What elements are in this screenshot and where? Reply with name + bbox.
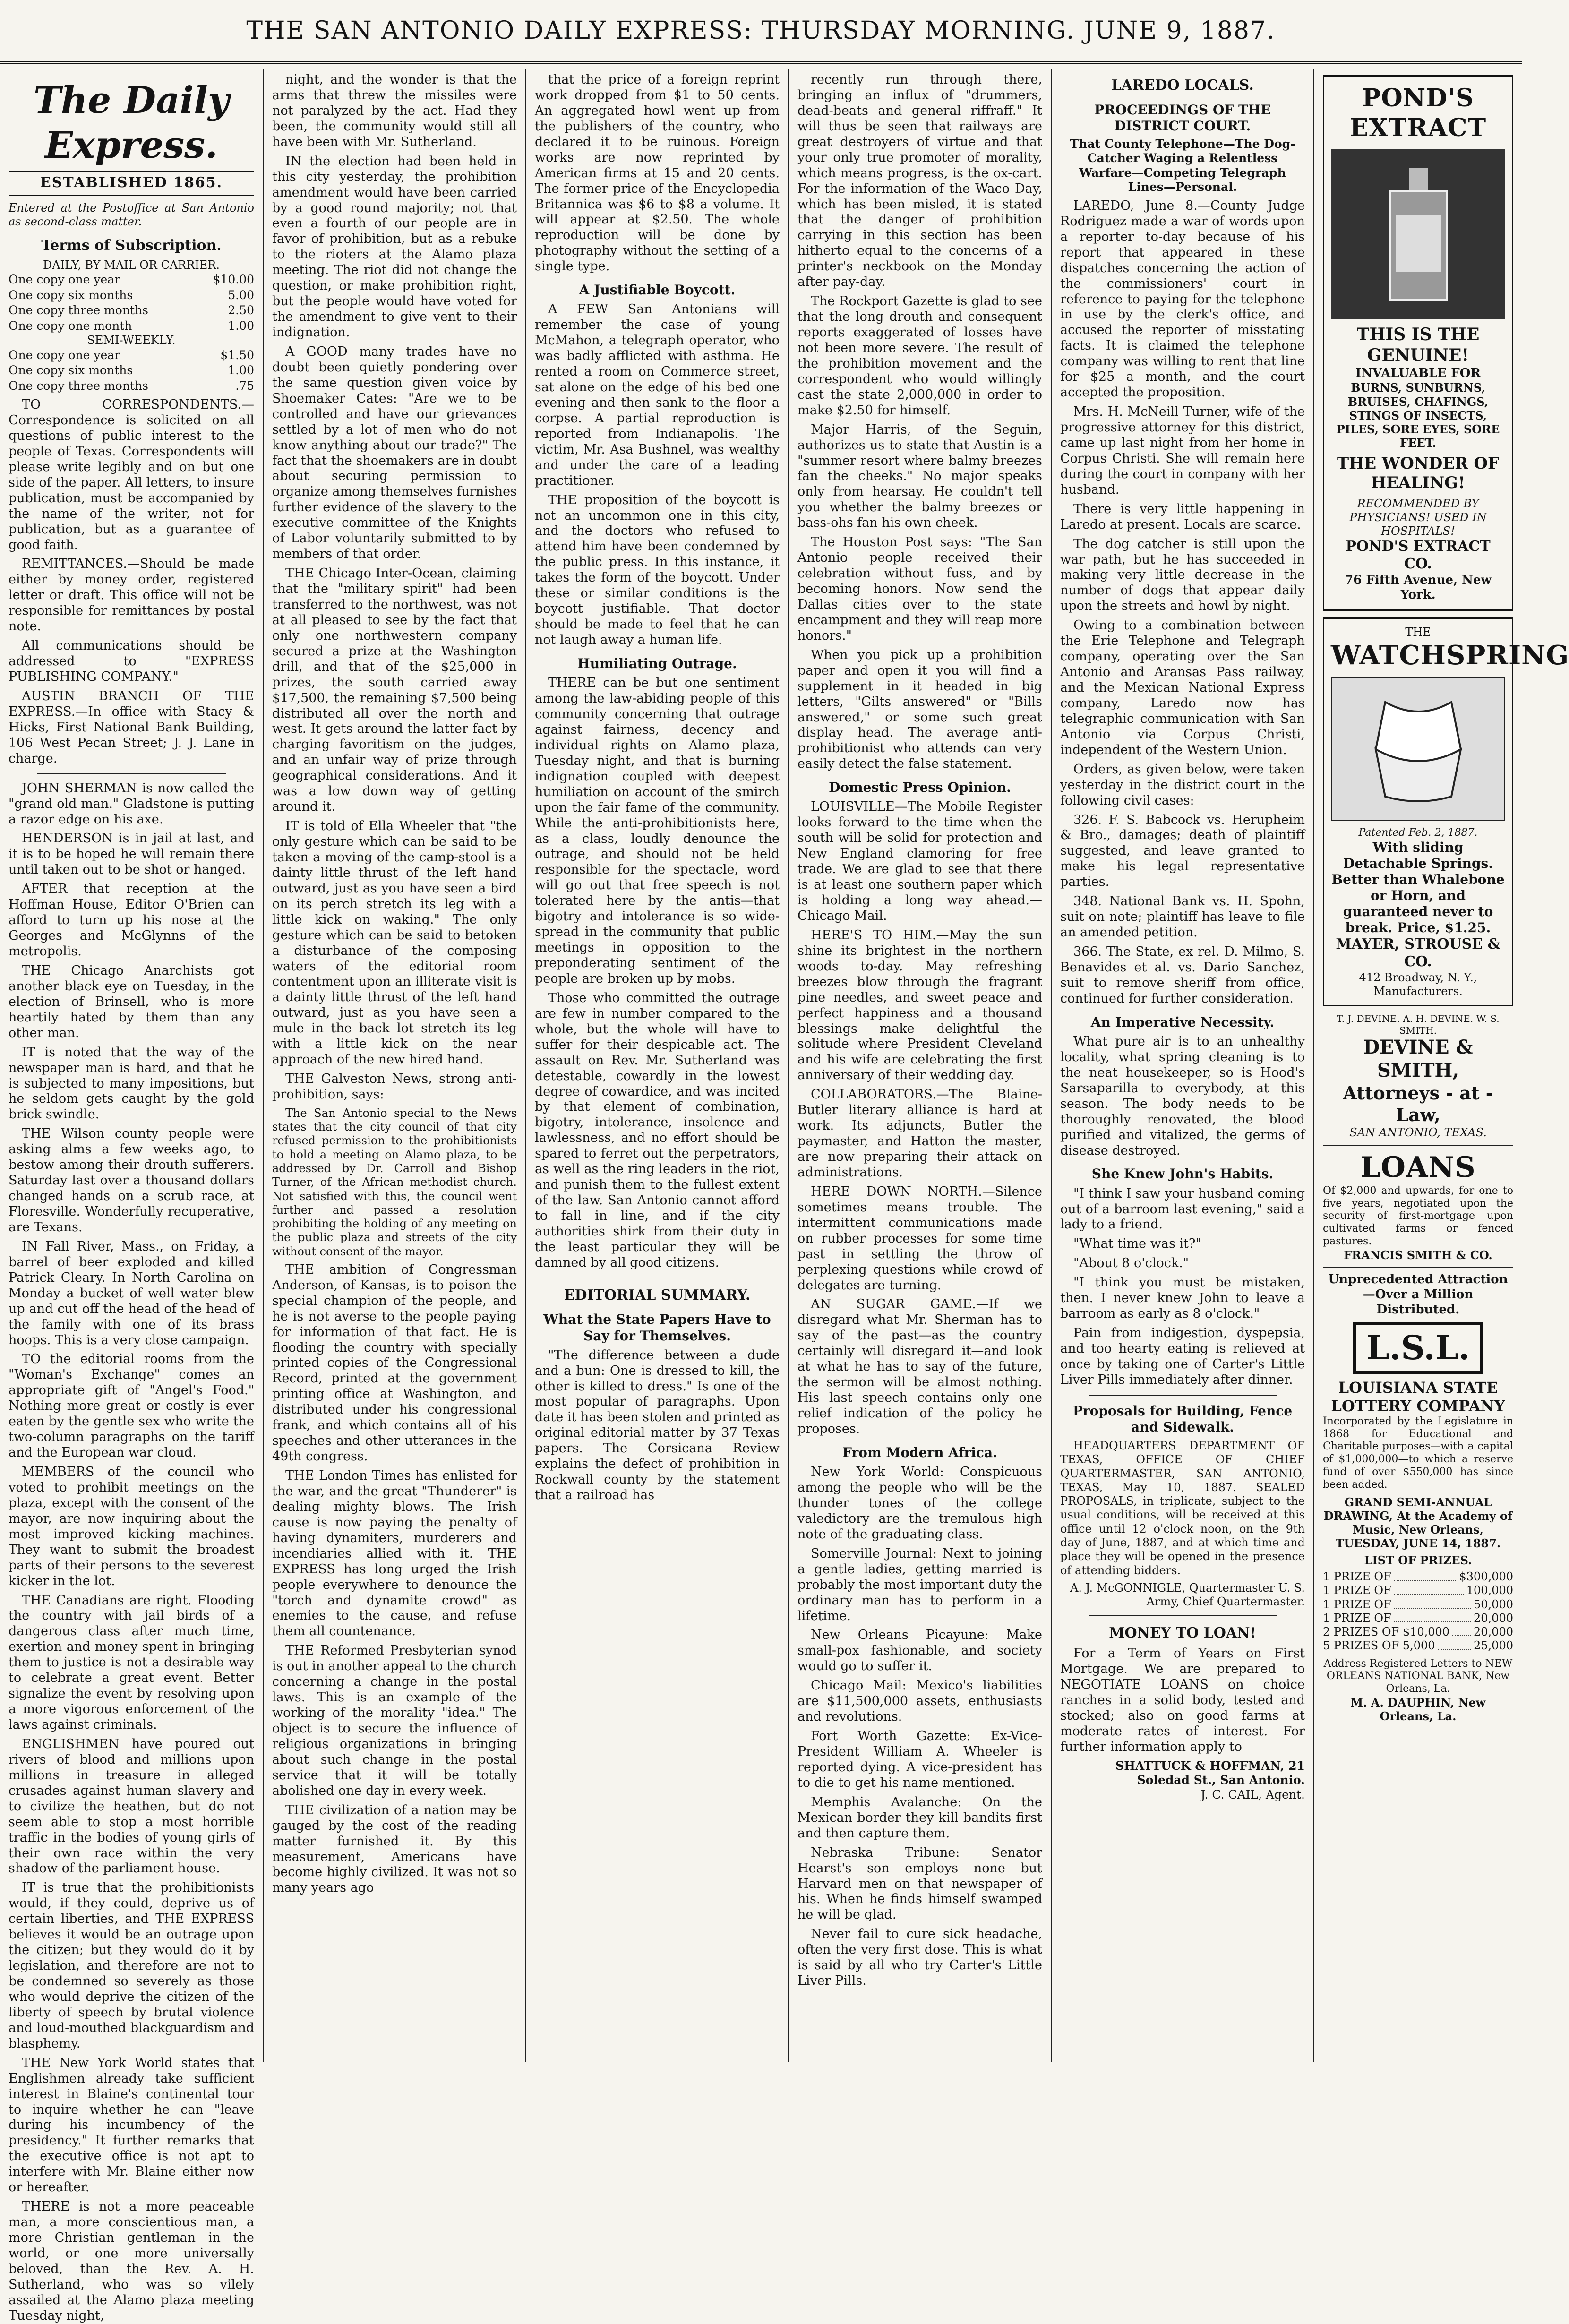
masthead: THE SAN ANTONIO DAILY EXPRESS: THURSDAY MORNING. JUNE 9, 1887.	[0, 0, 1522, 64]
paragraph: When you pick up a prohibition paper and open it you will find a supplement in it headed in big letters, "Gilts answered" or "Bills answered," or some such great display head. The average anti-prohibitionist who attends can very easily detect the false statement.	[797, 647, 1042, 772]
rate-label: One copy three months	[9, 378, 148, 393]
rate-amount: $1.50	[220, 348, 254, 362]
ad-title: POND'S EXTRACT	[1349, 84, 1487, 143]
paragraph: THE London Times has enlisted for the war, and the great "Thunderer" is dealing mighty blows. The Irish cause is now paying the penalty of having dynamiters, murderers and incendiaries allied with it. THE EXPRESS has long urged the Irish people everywhere to denounce the "torch and dynamite crowd" as enemies to the cause, and refuse them all countenance.	[272, 1468, 517, 1639]
daily-rates-header: DAILY, BY MAIL OR CARRIER.	[43, 258, 220, 272]
lottery-ad	[1323, 1272, 1513, 1724]
prize-amount: 20,000	[1474, 1625, 1513, 1639]
prize-label: 1 PRIZE OF	[1323, 1597, 1391, 1611]
paragraph: New York World: Conspicuous among the people who will be the thunder tones of the college valedictory are the tremulous high note of the graduating class.	[797, 1465, 1042, 1542]
column-5	[1051, 69, 1313, 2062]
ad-manager: M. A. DAUPHIN, New Orleans, La.	[1350, 1696, 1486, 1724]
ad-line: Patented Feb. 2, 1887.	[1358, 826, 1478, 839]
paragraph: The dog catcher is still upon the war path, but he has succeeded in making very little decrease in the number of dogs that appear daily upon the streets and howl by night.	[1060, 536, 1305, 614]
prize-amount: 100,000	[1466, 1584, 1513, 1597]
devine-smith-ad	[1323, 1013, 1513, 1140]
paragraph: THERE is not a more peaceable man, a more conscientious man, a more Christian gentleman in the world, or one more universally beloved, than the Rev. A. H. Sutherland, who was so vilely assailed at the Alamo plaza meeting Tuesday night,	[9, 2199, 254, 2323]
rate-row	[9, 318, 254, 334]
prize-amount: $300,000	[1459, 1570, 1513, 1584]
paragraph: AFTER that reception at the Hoffman House, Editor O'Brien can afford to turn up his nose at the Georges and McGlynns of the metropolis.	[9, 882, 254, 959]
paragraph: For a Term of Years on First Mortgage. We are prepared to NEGOTIATE LOANS on choice ranches in a solid body, tested and stocked; also on good farms at moderate rates of interest. For further information apply to	[1060, 1646, 1305, 1754]
rate-amount: $10.00	[213, 273, 254, 287]
rate-amount: 1.00	[228, 318, 254, 333]
paragraph: IT is true that the prohibitionists would, if they could, deprive us of certain liberties, and THE EXPRESS believes it would be an outrage upon the citizen; but they would do it by legislation, and therefore are not to be condemned so severely as those who would deprive the citizen of the liberty of speech by brutal violence and loud-mouthed blackguardism and blasphemy.	[9, 1880, 254, 2051]
ad-address: 412 Broadway, N. Y., Manufacturers.	[1359, 970, 1477, 998]
prize-row	[1323, 1570, 1513, 1584]
daily-rates-table	[9, 272, 254, 334]
rate-row	[9, 348, 254, 363]
rate-row	[9, 378, 254, 394]
column-2	[263, 69, 525, 2062]
paragraph: AUSTIN BRANCH OF THE EXPRESS.—In office with Stacy & Hicks, First National Bank Building, 106 West Pecan Street; J. J. Lane in charge.	[9, 688, 254, 766]
ad-line: T. J. DEVINE. A. H. DEVINE. W. S. SMITH.	[1337, 1013, 1500, 1036]
prize-label: 1 PRIZE OF	[1323, 1584, 1391, 1597]
paragraph: ENGLISHMEN have poured out rivers of blood and millions upon millions in treasure in alleged crusades against human slavery and to civilize the heathen, but do not seem able to stop a most horrible traffic in the bodies of young girls of their own race within the very shadow of the parliament house.	[9, 1736, 254, 1876]
paragraph: The Houston Post says: "The San Antonio people received their celebration without fuss, and by becoming honors. Now send the Dallas cities over to the state encampment and they will reap more honors."	[797, 535, 1042, 643]
leader-dots	[1438, 1639, 1471, 1650]
paragraph: THE proposition of the boycott is not an uncommon one in this city, and the doctors who refused to attend him have been condemned by the public press. In this instance, it takes the form of the boycott. Under these or similar conditions is the boycott justifiable. That doctor should be made to feel that he can not laugh away a human life.	[535, 492, 780, 648]
ad-line: INVALUABLE FOR	[1355, 366, 1481, 380]
prize-row	[1323, 1639, 1513, 1653]
paragraph: THERE can be but one sentiment among the law-abiding people of this community concerning that outrage against fairness, decency and individual rights on Alamo plaza, Tuesday night, and that is burning indignation coupled with deepest humiliation on account of the smirch upon the fair fame of the community. While the anti-prohibitionists here, as a class, loudly denounce the outrage, and should not be held responsible for the spectacle, word will go out that free speech is not tolerated here by the antis—that bigotry and intolerance is so wide-spread in the community that public meetings in opposition to the preponderating sentiment of the people are broken up by mobs.	[535, 676, 780, 986]
paragraph: "About 8 o'clock."	[1073, 1256, 1189, 1271]
paragraph: IN Fall River, Mass., on Friday, a barrel of beer exploded and killed Patrick Cleary. In North Carolina on Monday a bucket of well water blew up and cut off the head of the head of the family with one of its brass hoops. This is a very close campaign.	[9, 1239, 254, 1347]
paragraph: LOUISVILLE—The Mobile Register looks forward to the time when the south will be solid for protection and New England clamoring for free trade. We are glad to see that there is at least one southern paper which is holding a long way ahead.—Chicago Mail.	[797, 799, 1042, 923]
paragraph: New Orleans Picayune: Make small-pox fashionable, and society would go to suffer it.	[797, 1628, 1042, 1674]
divider	[1323, 1145, 1513, 1146]
rate-label: One copy one month	[9, 318, 132, 333]
paragraph: IT is told of Ella Wheeler that "the only gesture which can be said to be taken a moving of the camp-stool is a dainty little thrust of the left hand outward, just as you have seen a bird on its perch stretch its leg with a little kick on waking." The only gesture which can be said to betoken a disturbance of the composing waters of the editorial room contentment upon an illiterate visit is a dainty little thrust of the left hand outward, just as you have seen a mule in the back lot stretch its leg with a little kick on the near approach of the new hired hand.	[272, 819, 517, 1067]
paragraph: Memphis Avalanche: On the Mexican border they kill bandits first and then capture them.	[797, 1794, 1042, 1841]
prize-label: 2 PRIZES OF $10,000	[1323, 1625, 1450, 1639]
rate-row	[9, 363, 254, 378]
divider	[37, 773, 226, 774]
ad-line: With sliding Detachable Springs. Better than Whalebone or Horn, and guaranteed never to break. Price, $1.25.	[1331, 839, 1505, 936]
prize-amount: 50,000	[1474, 1597, 1513, 1611]
paragraph: "What time was it?"	[1073, 1236, 1201, 1252]
ad-address: Address Registered Letters to NEW ORLEANS NATIONAL BANK, New Orleans, La.	[1323, 1657, 1513, 1695]
ad-line: LIST OF PRIZES.	[1364, 1553, 1472, 1567]
paragraph: JOHN SHERMAN is now called the "grand old man." Gladstone is putting a razor edge on his axe.	[9, 780, 254, 827]
paragraph: THE Reformed Presbyterian synod is out in another appeal to the church concerning a change in the postal laws. This is an example of the working of the morality "idea." The object is to secure the influence of religious organizations in bringing about such change in the postal service that it will be totally abolished one day in every week.	[272, 1643, 517, 1798]
prize-row	[1323, 1584, 1513, 1597]
section-heading: LAREDO LOCALS.	[1111, 77, 1254, 94]
column-1	[0, 69, 263, 2323]
paragraph: 366. The State, ex rel. D. Milmo, S. Benavides et al. vs. Dario Sanchez, suit to remove sheriff from office, continued for further consideration.	[1060, 944, 1305, 1006]
prize-row	[1323, 1598, 1513, 1612]
paragraph: night, and the wonder is that the arms that threw the missiles were not paralyzed by the act. Had they been, the community would still all have been with Mr. Sutherland.	[272, 72, 517, 149]
article-heading: She Knew John's Habits.	[1091, 1166, 1274, 1182]
ad-line: BURNS, SUNBURNS, BRUISES, CHAFINGS, STINGS OF INSECTS, PILES, SORE EYES, SORE FEET.	[1336, 381, 1500, 450]
paragraph: Nebraska Tribune: Senator Hearst's son employs none but Harvard men on that newspaper of his. When he finds himself swamped he will be glad.	[797, 1845, 1042, 1922]
leader-dots	[1394, 1584, 1464, 1595]
paragraph: THE Galveston News, strong anti-prohibition, says:	[272, 1072, 517, 1102]
paragraph: AN SUGAR GAME.—If we disregard what Mr. Sherman has to say of the past—as the country certainly will disregard it—and look at what he has to say of the future, the sermon will be almost nothing. His last speech contains only one relief indication of the policy he proposes.	[797, 1297, 1042, 1436]
paragraph: TO the editorial rooms from the "Woman's Exchange" comes an appropriate gift of "Angel's Food." Nothing more great or costly is ever eaten by the gentle sex who write the two-column paragraphs on the tariff and the European war cloud.	[9, 1352, 254, 1460]
paragraph: Mrs. H. McNeill Turner, wife of the progressive attorney for this district, came up last night from her home in Corpus Christi. She will remain here during the court in company with her husband.	[1060, 404, 1305, 497]
rate-label: One copy three months	[9, 303, 148, 317]
paragraph: A GOOD many trades have no doubt been quietly pondering over the same question given voice by Shoemaker Cates: "Are we to be controlled and have our grievances settled by a lot of men who do not know anything about our trade?" The fact that the shoemakers are in doubt about securing permission to organize among themselves furnishes further evidence of the slavery to the executive committee of the Knights of Labor voluntarily submitted to by members of that order.	[272, 344, 517, 562]
prize-row	[1323, 1625, 1513, 1639]
paragraph: LAREDO, June 8.—County Judge Rodriguez made a war of words upon a reporter to-day because of his report that appeared in these dispatches concerning the action of the commissioners' court in reference to paying for the telephone in use by the clerk's office, and accused the reporter of misstating facts. It is claimed the telephone company was willing to rent that line for $25 a month, and the court accepted the proposition.	[1060, 198, 1305, 400]
ad-line: THIS IS THE GENUINE!	[1356, 324, 1480, 365]
ponds-extract-ad	[1323, 75, 1513, 611]
paragraph: Owing to a combination between the Erie Telephone and Telegraph company, operating over the San Antonio and Aransas Pass railway, and the Mexican National Express company, Laredo now has telegraphic communication with San Antonio via Corpus Christi, independent of the Western Union.	[1060, 618, 1305, 757]
paragraph: THE Canadians are right. Flooding the country with jail birds of a dangerous class after much time, exertion and money spent in bringing them to justice is not a desirable way to celebrate a great event. Better signalize the event by resolving upon a more vigorous enforcement of the laws against criminals.	[9, 1593, 254, 1732]
rate-amount: 2.50	[228, 303, 254, 317]
prize-amount: 20,000	[1474, 1611, 1513, 1625]
paragraph: "I think you must be mistaken, then. I never knew John to leave a barroom as early as 8 o'clock."	[1060, 1275, 1305, 1321]
ad-company: MAYER, STROUSE & CO.	[1336, 936, 1500, 970]
paragraph: Pain from indigestion, dyspepsia, and too hearty eating is relieved at once by taking one of Carter's Little Liver Pills immediately after dinner.	[1060, 1326, 1305, 1387]
ad-line: SAN ANTONIO, TEXAS.	[1349, 1126, 1487, 1140]
newspaper-flag: The Daily Express.	[33, 79, 230, 167]
paragraph: REMITTANCES.—Should be made either by money order, registered letter or draft. This office will not be responsible for remittances by postal note.	[9, 557, 254, 634]
rate-row	[9, 288, 254, 303]
lsl-logo: L.S.L.	[1353, 1322, 1483, 1373]
paragraph: HENDERSON is in jail at last, and it is to be hoped he will remain there until taken out to be shot or hanged.	[9, 831, 254, 877]
column-6-ads	[1313, 69, 1569, 2062]
watchspring-ad	[1323, 617, 1569, 1006]
ad-heading: Proposals for Building, Fence and Sidewalk.	[1072, 1403, 1293, 1435]
signature: A. J. McGONNIGLE, Quartermaster U. S. Army, Chief Quartermaster.	[1070, 1581, 1305, 1609]
paragraph: Chicago Mail: Mexico's liabilities are $11,500,000 assets, enthusiasts and revolutions.	[797, 1678, 1042, 1724]
paragraph: THE civilization of a nation may be gauged by the cost of the reading matter furnished it. By this measurement, Americans have become highly civilized. It was not so many years ago	[272, 1802, 517, 1895]
section-subheading: PROCEEDINGS OF THE DISTRICT COURT.	[1094, 102, 1271, 134]
column-4	[788, 69, 1051, 2062]
divider	[1089, 1615, 1277, 1616]
postoffice-notice: Entered at the Postoffice at San Antonio as second-class matter.	[9, 201, 254, 229]
paragraph: Never fail to cure sick headache, often the very first dose. This is what is said by all who try Carter's Little Liver Pills.	[797, 1927, 1042, 1989]
paragraph: TO CORRESPONDENTS.—Correspondence is solicited on all questions of public interest to the people of Texas. Correspondents will please write legibly and on but one side of the paper. All letters, to insure publication, must be accompanied by the name of the writer, not for publication, but as a guarantee of good faith.	[9, 397, 254, 552]
paragraph: 326. F. S. Babcock vs. Herupheim & Bro., damages; death of plaintiff suggested, and leave granted to make his legal representative parties.	[1060, 812, 1305, 890]
paragraph: THE Wilson county people were asking alms a few weeks ago, to bestow among their drouth sufferers. Saturday last over a thousand dollars changed hands on a scrub race, at Floresville. Wonderfully recuperative, are Texans.	[9, 1126, 254, 1235]
prize-label: 5 PRIZES OF 5,000	[1323, 1639, 1435, 1653]
paragraph: The Rockport Gazette is glad to see that the long drouth and consequent reports exaggerated of losses have not been more severe. The result of the prohibition movement and the correspondent who would willingly cast the state 2,000,000 in order to make $2.50 for himself.	[797, 294, 1042, 418]
leader-dots	[1394, 1570, 1457, 1581]
paragraph: 348. National Bank vs. H. Spohn, suit on note; plaintiff has leave to file an amended petition.	[1060, 894, 1305, 940]
rate-amount: 1.00	[228, 363, 254, 377]
ad-address: 76 Fifth Avenue, New York.	[1345, 573, 1492, 602]
section-heading: From Modern Africa.	[842, 1444, 997, 1460]
rate-label: One copy six months	[9, 288, 133, 302]
ad-title: DEVINE & SMITH,	[1363, 1036, 1473, 1081]
signature: SHATTUCK & HOFFMAN, 21 Soledad St., San Antonio.	[1115, 1758, 1305, 1787]
paragraph: THE New York World states that Englishmen already take sufficient interest in Blaine's continental tour to inquire whether he can "leave during his incumbency of the presidency." It further remarks that the executive office is not apt to interfere with Mr. Blaine either now or hereafter.	[9, 2055, 254, 2195]
paragraph: Those who committed the outrage are few in number compared to the whole, but the whole will have to suffer for their despicable act. The assault on Rev. Mr. Sutherland was detestable, cowardly in the lowest degree of cowardice, and was incited by that element of combination, bigotry, intolerance, insolence and lawlessness, and no effort should be spared to ferret out the perpetrators, as well as the ring leaders in the riot, and punish them to the fullest extent of the law. San Antonio cannot afford to fall in line, and if the city authorities shirk from their duty in the least particular they will be damned by all good citizens.	[535, 990, 780, 1270]
leader-dots	[1394, 1612, 1471, 1622]
paragraph: HERE DOWN NORTH.—Silence sometimes means trouble. The intermittent communications made on rubber processes for some time past in settling the throw of perplexing questions while crowd of delegates are turning.	[797, 1184, 1042, 1293]
paragraph: MEMBERS of the council who voted to prohibit meetings on the plaza, except with the consent of the mayor, are now inquiring about the most improved kicking machines. They want to submit the broadest parts of their persons to the severest kicker in the lot.	[9, 1465, 254, 1588]
leader-dots	[1394, 1598, 1471, 1609]
article-heading: An Imperative Necessity.	[1090, 1014, 1275, 1030]
semi-rates-table	[9, 348, 254, 394]
corset-icon	[1357, 693, 1480, 806]
paragraph: HEADQUARTERS DEPARTMENT OF TEXAS, OFFICE OF CHIEF QUARTERMASTER, SAN ANTONIO, TEXAS, May 10, 1887. SEALED PROPOSALS, in triplicate, subject to the usual conditions, will be received at this office until 12 o'clock noon, on the 9th day of June, 1887, and at which time and place they will be opened in the presence of attending bidders.	[1060, 1439, 1305, 1577]
article-heading: A Justifiable Boycott.	[579, 282, 736, 298]
ad-line: GRAND SEMI-ANNUAL DRAWING, At the Academy of Music, New Orleans, TUESDAY, JUNE 14, 1887.	[1323, 1495, 1513, 1551]
terms-title: Terms of Subscription.	[41, 237, 222, 254]
section-heading: EDITORIAL SUMMARY.	[564, 1286, 751, 1303]
paragraph: THE ambition of Congressman Anderson, of Kansas, is to poison the special champion of the people, and he is not averse to the people paying for information of that fact. He is flooding the country with specially printed copies of the Congressional Record, printed at the government printing office at Washington, and distributed under his congressional frank, and which contains all of his speeches and other utterances in the 49th congress.	[272, 1262, 517, 1464]
paragraph: HERE'S TO HIM.—May the sun shine its brightest in the northern woods to-day. May refreshing breezes blow through the fragrant pine needles, and sweet peace and perfect happiness and a thousand blessings make delightful the solitude where President Cleveland and his wife are celebrating the first anniversary of their wedding day.	[797, 927, 1042, 1083]
leader-dots	[1452, 1625, 1471, 1636]
bottle-icon	[1380, 163, 1456, 305]
paragraph: All communications should be addressed to "EXPRESS PUBLISHING COMPANY."	[9, 638, 254, 684]
paragraph: IT is noted that the way of the newspaper man is hard, and that he is subjected to many impositions, but he seldom gets caught by the gold brick swindle.	[9, 1045, 254, 1122]
prize-label: 1 PRIZE OF	[1323, 1570, 1391, 1584]
ad-line: Incorporated by the Legislature in 1868 for Educational and Charitable purposes—with a capital of $1,000,000—to which a reserve fund of over $550,000 has since been added.	[1323, 1415, 1513, 1491]
ad-line: Of $2,000 and upwards, for one to five years, negotiated upon the security of first-mortgage upon cultivated farms or fenced pastures.	[1323, 1184, 1513, 1248]
established-line: ESTABLISHED 1865.	[9, 171, 254, 196]
paragraph: Major Harris, of the Seguin, authorizes us to state that Austin is a "summer resort where balmy breezes fan the cheeks." No major speaks only from hearsay. He couldn't tell you whether the balmy breezes or bass-ohs fan his own cheek.	[797, 422, 1042, 531]
paragraph: "The difference between a dude and a bun: One is dressed to kill, the other is killed to dress." Is one of the most popular of paragraphs. Upon date it has been stolen and printed as original editorial matter by 37 Texas papers. The Corsicana Review explains the defect of prohibition in Rockwall county by the statement that a railroad has	[535, 1347, 780, 1503]
paragraph: Somerville Journal: Next to joining a gentle ladies, getting married is probably the most important duty the ordinary man has to perform in a lifetime.	[797, 1546, 1042, 1623]
bottle-illustration	[1331, 149, 1505, 319]
paragraph: THE Chicago Anarchists got another black eye on Tuesday, in the election of Brinsell, who is more heartily hated by them than any other man.	[9, 963, 254, 1040]
divider	[1089, 1395, 1277, 1396]
paragraph: "I think I saw your husband coming out of a barroom last evening," said a lady to a friend.	[1060, 1186, 1305, 1232]
ad-line: THE	[1405, 626, 1431, 639]
paragraph: IN the election had been held in this city yesterday, the prohibition amendment would have been carried by a good round majority; not that even a fourth of our people are in favor of prohibition, but as a rebuke to the rioters at the Alamo plaza meeting. The riot did not change the question, or make prohibition right, but the people would have voted for the amendment to give vent to their indignation.	[272, 154, 517, 340]
paragraph: recently run through there, bringing an influx of "drummers, dead-beats and general riffraff." It will thus be seen that railways are great destroyers of virtue and that your only true promoter of morality, which means progress, is the ox-cart. For the information of the Waco Day, which has been misled, it is stated that the danger of prohibition carrying in this section has been hitherto equal to the concerns of a printer's neckbook on the Monday after pay-day.	[797, 72, 1042, 290]
rate-label: One copy one year	[9, 273, 120, 287]
ad-title: LOUISIANA STATE LOTTERY COMPANY	[1331, 1378, 1505, 1415]
paragraph: COLLABORATORS.—The Blaine-Butler literary alliance is hard at work. Its adjuncts, Butler the paymaster, and Hatton the master, are now preparing their attack on administrations.	[797, 1087, 1042, 1180]
ad-company: FRANCIS SMITH & CO.	[1344, 1248, 1492, 1262]
section-subheading: What the State Papers Have to Say for Themselves.	[543, 1312, 771, 1344]
signature: J. C. CAIL, Agent.	[1200, 1787, 1305, 1801]
ad-company: POND'S EXTRACT CO.	[1346, 538, 1491, 573]
rate-row	[9, 303, 254, 318]
ad-line: RECOMMENDED BY PHYSICIANS! USED IN HOSPITALS!	[1349, 497, 1487, 538]
ad-line: Unprecedented Attraction—Over a Million Distributed.	[1328, 1272, 1508, 1317]
rate-label: One copy six months	[9, 363, 133, 377]
semi-rates-header: SEMI-WEEKLY.	[87, 334, 176, 347]
prize-row	[1323, 1612, 1513, 1625]
paragraph: There is very little happening in Laredo at present. Locals are scarce.	[1060, 501, 1305, 532]
loans-ad	[1323, 1150, 1513, 1262]
corset-illustration	[1331, 677, 1505, 821]
ad-line: Attorneys - at - Law,	[1343, 1082, 1493, 1125]
article-deck: That County Telephone—The Dog-Catcher Waging a Relentless Warfare—Competing Telegraph Lines—Personal.	[1070, 137, 1295, 194]
ad-line: THE WONDER OF HEALING!	[1337, 454, 1500, 493]
article-heading: Humiliating Outrage.	[577, 655, 737, 671]
quoted-paragraph: The San Antonio special to the News states that the city council of that city refused permission to the prohibitionists to hold a meeting on Alamo plaza, to be addressed by Dr. Carroll and Bishop Turner, of the African methodist church. Not satisfied with this, the council went further and passed a resolution prohibiting the holding of any meeting on the public plaza and streets of the city without consent of the mayor.	[272, 1106, 517, 1258]
section-heading: Domestic Press Opinion.	[829, 780, 1011, 796]
paragraph: A FEW San Antonians will remember the case of young McMahon, a telegraph operator, who was badly afflicted with asthma. He rented a room on Commerce street, sat alone on the edge of his bed one evening and then sank to the floor a corpse. A partial reproduction is reported from Indianapolis. The victim, Mr. Asa Bushnel, was wealthy and under the care of a leading practitioner.	[535, 302, 780, 488]
paragraph: THE Chicago Inter-Ocean, claiming that the "military spirit" had been transferred to the northwest, was not at all pleased to see by the fact that only one northwestern company secured a prize at the Washington drill, and that of the $25,000 in prizes, the south carried away $17,500, the remaining $7,500 being distributed all over the north and west. It gets around the latter fact by charging favoritism on the judges, and an unfair way of prize through geographical considerations. And it was a low down way of getting around it.	[272, 566, 517, 815]
ad-heading: MONEY TO LOAN!	[1109, 1625, 1256, 1642]
paragraph: that the price of a foreign reprint work dropped from $1 to 50 cents. An aggregated howl went up from the publishers of the country, who declared it to be ruinous. Foreign works are now reprinted by American firms at 15 and 20 cents. The former price of the Encyclopedia Britannica was $6 to $8 a volume. It will appear at $2.50. The whole reproduction will be done by photography without the setting of a single type.	[535, 72, 780, 274]
ad-title: LOANS	[1360, 1150, 1476, 1184]
divider	[1323, 1267, 1513, 1268]
ad-title: WATCHSPRING	[1331, 640, 1569, 671]
rate-label: One copy one year	[9, 348, 120, 362]
rate-amount: 5.00	[228, 288, 254, 302]
prize-amount: 25,000	[1474, 1639, 1513, 1653]
rate-row	[9, 272, 254, 288]
rate-amount: .75	[235, 378, 254, 393]
paragraph: Orders, as given below, were taken yesterday in the district court in the following civil cases:	[1060, 762, 1305, 808]
paragraph: What pure air is to an unhealthy locality, what spring cleaning is to the neat housekeeper, so is Hood's Sarsaparilla to everybody, at this season. The body needs to be thoroughly renovated, the blood purified and vitalized, the germs of disease destroyed.	[1060, 1034, 1305, 1158]
prize-label: 1 PRIZE OF	[1323, 1611, 1391, 1625]
paragraph: Fort Worth Gazette: Ex-Vice-President William A. Wheeler is reported dying. A vice-president has to die to get his name mentioned.	[797, 1729, 1042, 1790]
column-3	[525, 69, 788, 2062]
